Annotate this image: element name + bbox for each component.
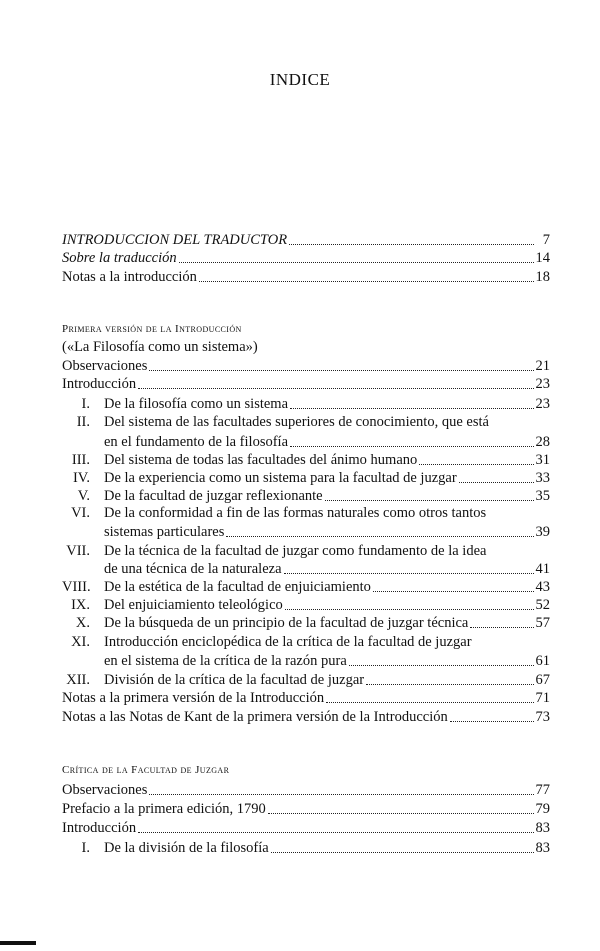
toc-entry-text: Notas a la introducción — [62, 269, 197, 285]
toc-entry-notas-primera-version — [62, 690, 550, 707]
section-subtitle: («La Filosofía como un sistema») — [62, 339, 258, 355]
toc-page-number: 35 — [535, 488, 550, 504]
chapter-number: II. — [76, 414, 90, 430]
toc-entry-text: en el sistema de la crítica de la razón pura — [104, 653, 347, 669]
toc-entry-text: De la búsqueda de un principio de la facultad de juzgar técnica — [104, 615, 469, 631]
chapter-number: VIII. — [62, 579, 91, 595]
toc-chapter-4 — [62, 470, 550, 487]
dot-leader — [268, 813, 534, 814]
dot-leader — [179, 262, 534, 263]
toc-chapter-6 — [62, 505, 550, 522]
dot-leader — [284, 573, 534, 574]
dot-leader — [285, 609, 534, 610]
toc-entry-observaciones-2 — [62, 782, 550, 799]
toc-chapter-12 — [62, 672, 550, 689]
toc-entry-text: De la técnica de la facultad de juzgar como fundamento de la idea — [104, 543, 487, 559]
toc-entry-text: de una técnica de la naturaleza — [104, 561, 282, 577]
toc-chapter-7 — [62, 543, 550, 560]
toc-page-number: 77 — [535, 782, 550, 798]
toc-page-number: 33 — [535, 470, 550, 486]
toc-page-number: 67 — [535, 672, 550, 688]
toc-page-number: 83 — [535, 840, 550, 856]
toc-entry-text: Notas a la primera versión de la Introducción — [62, 690, 325, 706]
toc-entry-text: Introducción — [62, 376, 137, 392]
toc-entry-text: INTRODUCCION DEL TRADUCTOR — [62, 232, 288, 248]
toc-entry-text: Prefacio a la primera edición, 1790 — [62, 801, 266, 817]
toc-chapter-8 — [62, 579, 550, 596]
toc-entry-text: Del enjuiciamiento teleológico — [104, 597, 283, 613]
toc-entry-text: De la experiencia como un sistema para la facultad de juzgar — [104, 470, 457, 486]
toc-entry-text: Introducción enciclopédica de la crítica de la facultad de juzgar — [104, 634, 472, 650]
page-title: INDICE — [269, 70, 331, 89]
toc-entry-text: División de la crítica de la facultad de juzgar — [104, 672, 365, 688]
dot-leader — [326, 702, 533, 703]
toc-chapter-1 — [62, 396, 550, 413]
dot-leader — [419, 464, 533, 465]
toc-entry-text: De la división de la filosofía — [104, 840, 269, 856]
toc-entry-text: Notas a las Notas de Kant de la primera versión de la Introducción — [62, 709, 448, 725]
toc-entry-text: sistemas particulares — [104, 524, 225, 540]
chapter-number: XII. — [66, 672, 90, 688]
toc-page-number: 52 — [535, 597, 550, 613]
toc-entry-text: Observaciones — [62, 782, 148, 798]
toc-page-number: 61 — [535, 653, 550, 669]
chapter-number: VII. — [66, 543, 90, 559]
toc-page-number: 43 — [535, 579, 550, 595]
toc-entry-text: Introducción — [62, 820, 137, 836]
dot-leader — [450, 721, 534, 722]
toc-page-number: 14 — [535, 250, 550, 266]
chapter-number: IV. — [72, 470, 90, 486]
toc-entry-text: Del sistema de las facultades superiores de conocimiento, que está — [104, 414, 489, 430]
dot-leader — [470, 627, 533, 628]
toc-entry-text: Del sistema de todas las facultades del ánimo humano — [104, 452, 418, 468]
toc-page-number: 28 — [535, 434, 550, 450]
toc-entry-introduccion-traductor — [62, 232, 550, 249]
chapter-number: V. — [77, 488, 90, 504]
toc-entry-text: De la filosofía como un sistema — [104, 396, 289, 412]
dot-leader — [290, 446, 533, 447]
toc-page-number: 57 — [535, 615, 550, 631]
dot-leader — [289, 244, 534, 245]
toc-page-number: 21 — [535, 358, 550, 374]
chapter-number: III. — [71, 452, 90, 468]
dot-leader — [366, 684, 533, 685]
toc-entry-notas-introduccion — [62, 269, 550, 286]
toc-chapter-2-1 — [62, 840, 550, 857]
section-heading-primera-version: Primera versión de la Introducción — [62, 323, 242, 335]
dot-leader — [149, 794, 533, 795]
toc-page-number: 41 — [535, 561, 550, 577]
toc-page-number: 79 — [535, 801, 550, 817]
toc-chapter-2 — [62, 414, 550, 431]
toc-entry-text: De la conformidad a fin de las formas naturales como otros tantos — [104, 505, 487, 521]
toc-page-number: 31 — [535, 452, 550, 468]
scan-edge-mark — [0, 941, 36, 945]
dot-leader — [290, 408, 533, 409]
chapter-number: I. — [81, 840, 90, 856]
toc-page-number: 73 — [535, 709, 550, 725]
toc-entry-text: De la estética de la facultad de enjuiciamiento — [104, 579, 371, 595]
toc-page-number: 39 — [535, 524, 550, 540]
chapter-number: VI. — [71, 505, 90, 521]
chapter-number: IX. — [71, 597, 90, 613]
section-heading-critica: Crítica de la Facultad de Juzgar — [62, 764, 230, 776]
dot-leader — [149, 370, 533, 371]
toc-entry-notas-kant — [62, 709, 550, 726]
toc-page-number: 7 — [542, 232, 550, 248]
toc-page-number: 18 — [535, 269, 550, 285]
toc-chapter-7-continuation — [104, 561, 550, 578]
toc-chapter-10 — [62, 615, 550, 632]
chapter-number: I. — [81, 396, 90, 412]
dot-leader — [373, 591, 534, 592]
toc-entry-observaciones — [62, 358, 550, 375]
chapter-number: XI. — [71, 634, 90, 650]
toc-entry-introduccion-2 — [62, 820, 550, 837]
toc-entry-text: Observaciones — [62, 358, 148, 374]
toc-page-number: 71 — [535, 690, 550, 706]
toc-chapter-11-continuation — [104, 653, 550, 670]
dot-leader — [138, 388, 533, 389]
toc-page-number: 23 — [535, 376, 550, 392]
toc-chapter-5 — [62, 488, 550, 505]
dot-leader — [138, 832, 533, 833]
toc-chapter-3 — [62, 452, 550, 469]
toc-page-number: 83 — [535, 820, 550, 836]
toc-entry-text: De la facultad de juzgar reflexionante — [104, 488, 323, 504]
chapter-number: X. — [75, 615, 90, 631]
toc-chapter-9 — [62, 597, 550, 614]
dot-leader — [271, 852, 534, 853]
toc-entry-text: en el fundamento de la filosofía — [104, 434, 289, 450]
toc-chapter-11 — [62, 634, 550, 651]
toc-entry-sobre-traduccion — [62, 250, 550, 267]
toc-entry-prefacio — [62, 801, 550, 818]
toc-chapter-6-continuation — [104, 524, 550, 541]
toc-entry-text: Sobre la traducción — [62, 250, 177, 266]
toc-page-number: 23 — [535, 396, 550, 412]
dot-leader — [226, 536, 533, 537]
dot-leader — [459, 482, 534, 483]
toc-entry-introduccion — [62, 376, 550, 393]
dot-leader — [325, 500, 534, 501]
toc-chapter-2-continuation — [104, 434, 550, 451]
dot-leader — [199, 281, 534, 282]
dot-leader — [349, 665, 534, 666]
